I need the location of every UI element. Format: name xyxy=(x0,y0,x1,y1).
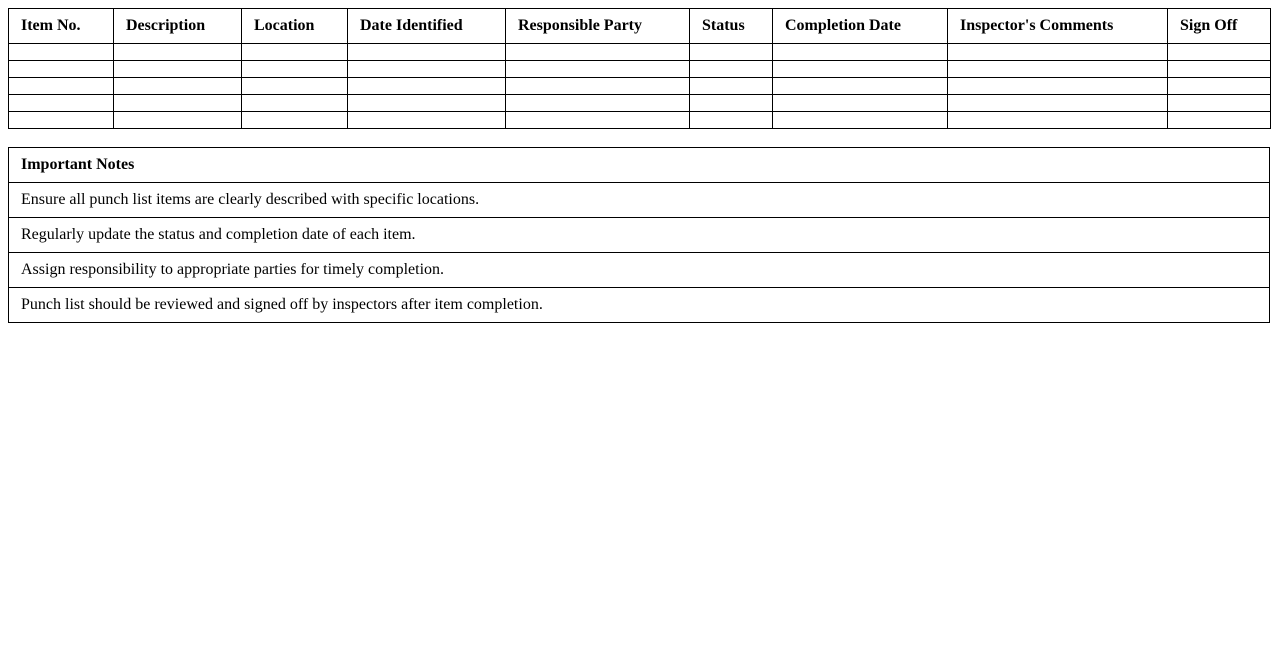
table-cell xyxy=(690,78,773,95)
table-cell xyxy=(1168,112,1271,129)
table-cell xyxy=(690,44,773,61)
table-cell xyxy=(1168,44,1271,61)
table-cell xyxy=(506,61,690,78)
punch-list-body xyxy=(9,44,1271,129)
note-row xyxy=(9,253,1270,288)
document-page xyxy=(0,0,1278,323)
table-cell xyxy=(348,61,506,78)
table-cell xyxy=(9,112,114,129)
note-row xyxy=(9,218,1270,253)
table-cell xyxy=(506,95,690,112)
table-cell xyxy=(114,78,242,95)
table-cell xyxy=(1168,78,1271,95)
table-cell xyxy=(9,95,114,112)
table-cell xyxy=(1168,95,1271,112)
table-cell xyxy=(114,44,242,61)
table-cell xyxy=(114,95,242,112)
table-cell xyxy=(348,44,506,61)
column-header-description: Description xyxy=(114,9,242,44)
table-cell xyxy=(773,95,948,112)
table-cell xyxy=(773,44,948,61)
header-row xyxy=(9,9,1271,44)
important-notes-table xyxy=(8,147,1270,323)
note-item: Assign responsibility to appropriate parties for timely completion. xyxy=(9,253,1270,288)
table-cell xyxy=(773,112,948,129)
table-cell xyxy=(948,61,1168,78)
table-row xyxy=(9,95,1271,112)
table-cell xyxy=(242,44,348,61)
table-cell xyxy=(948,44,1168,61)
table-cell xyxy=(242,112,348,129)
table-cell xyxy=(506,112,690,129)
note-item: Regularly update the status and completion date of each item. xyxy=(9,218,1270,253)
table-cell xyxy=(9,61,114,78)
column-header-responsible-party: Responsible Party xyxy=(506,9,690,44)
table-cell xyxy=(690,112,773,129)
table-cell xyxy=(114,112,242,129)
table-cell xyxy=(948,78,1168,95)
notes-heading: Important Notes xyxy=(9,148,1270,183)
note-item: Ensure all punch list items are clearly described with specific locations. xyxy=(9,183,1270,218)
table-cell xyxy=(348,112,506,129)
table-cell xyxy=(773,78,948,95)
column-header-inspectors-comments: Inspector's Comments xyxy=(948,9,1168,44)
table-cell xyxy=(9,78,114,95)
table-cell xyxy=(242,95,348,112)
table-cell xyxy=(9,44,114,61)
note-item: Punch list should be reviewed and signed off by inspectors after item completion. xyxy=(9,288,1270,323)
table-cell xyxy=(114,61,242,78)
table-cell xyxy=(348,95,506,112)
table-cell xyxy=(242,61,348,78)
table-cell xyxy=(690,61,773,78)
table-cell xyxy=(948,112,1168,129)
table-cell xyxy=(773,61,948,78)
table-cell xyxy=(242,78,348,95)
column-header-completion-date: Completion Date xyxy=(773,9,948,44)
punch-list-table xyxy=(8,8,1271,129)
table-cell xyxy=(506,78,690,95)
column-header-date-identified: Date Identified xyxy=(348,9,506,44)
table-row xyxy=(9,112,1271,129)
table-cell xyxy=(690,95,773,112)
column-header-sign-off: Sign Off xyxy=(1168,9,1271,44)
table-cell xyxy=(948,95,1168,112)
table-cell xyxy=(1168,61,1271,78)
table-row xyxy=(9,78,1271,95)
table-row xyxy=(9,61,1271,78)
column-header-location: Location xyxy=(242,9,348,44)
table-row xyxy=(9,44,1271,61)
table-cell xyxy=(348,78,506,95)
note-row xyxy=(9,183,1270,218)
notes-header-row xyxy=(9,148,1270,183)
column-header-status: Status xyxy=(690,9,773,44)
punch-list-header xyxy=(9,9,1271,44)
notes-header xyxy=(9,148,1270,183)
table-cell xyxy=(506,44,690,61)
notes-body xyxy=(9,183,1270,323)
note-row xyxy=(9,288,1270,323)
column-header-item-no: Item No. xyxy=(9,9,114,44)
